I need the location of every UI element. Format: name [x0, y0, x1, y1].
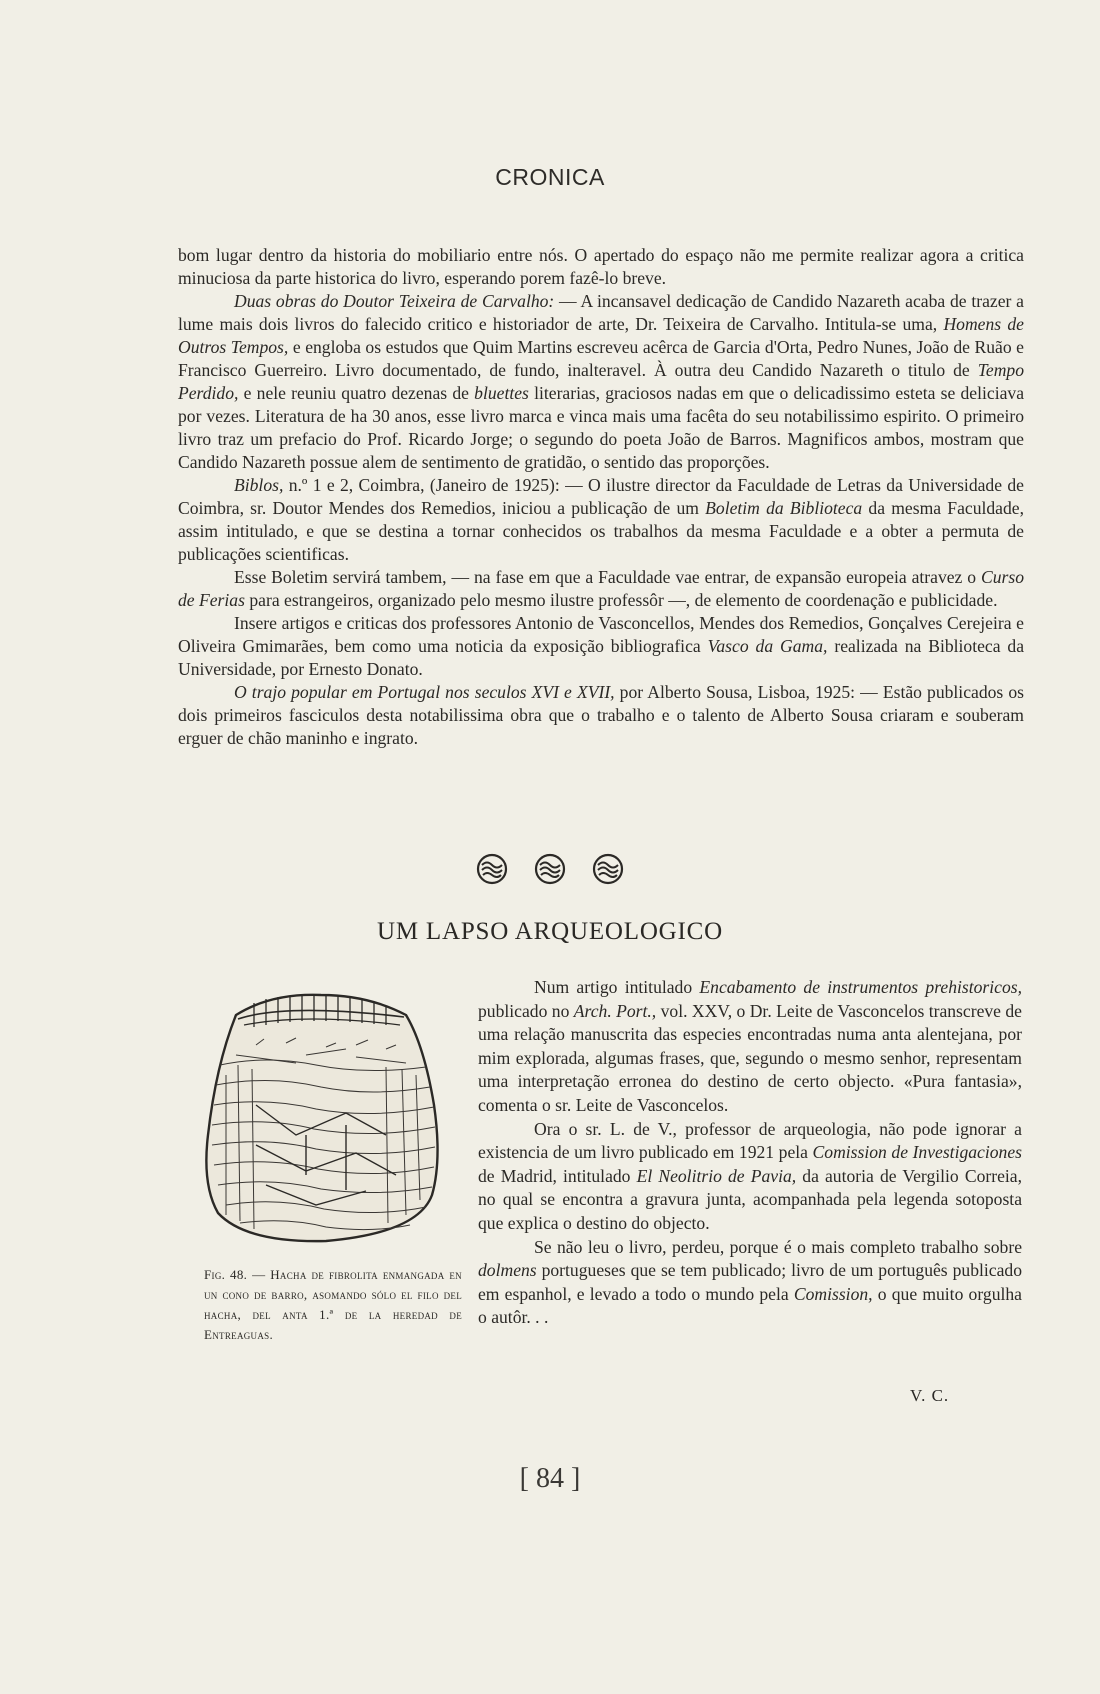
paragraph: O trajo popular em Portugal nos seculos XVI e XVII, por Alberto Sousa, Lisboa, 1925: — Estão publicados os dois primeiros fasciculos desta notabilissima obra que o trabalho e o talento de Alberto Sousa criaram e souberam erguer de chão maninho e ingrato. [178, 682, 1024, 748]
book-title: Homens de Outros Tempos, [178, 314, 1024, 357]
section-title: UM LAPSO ARQUEOLOGICO [377, 918, 723, 945]
engraving-image [196, 985, 456, 1247]
book-title: Biblos, [234, 475, 284, 495]
running-header: CRONICA [495, 164, 605, 190]
paragraph: Insere artigos e criticas dos professores Antonio de Vasconcellos, Mendes dos Remedios, Gonçalves Cerejeira e Oliveira Gmimarães, bem como uma noticia da exposição bibliografica Vasco da Gama, realizada na Biblioteca da Universidade, por Ernesto Donato. [178, 613, 1025, 679]
paragraph: Ora o sr. L. de V., professor de arqueologia, não pode ignorar a existencia de um livro publicado em 1921 pela Comission de Investigaciones de Madrid, intitulado El Neolitrio de Pavia, da autoria de Vergilio Correia, no qual se encontra a gravura junta, acompanhada pela legenda sotoposta que explica o destino do objecto. [478, 1118, 1022, 1233]
paragraph: Se não leu o livro, perdeu, porque é o mais completo trabalho sobre dolmens portugueses que se tem publicado; livro de um português publicado em espanhol, e levado a todo o mundo pela Comission, o que muito orgulha o autôr. . . [478, 1236, 1022, 1328]
chronicle-text [178, 244, 1024, 750]
book-title: Duas obras do Doutor Teixeira de Carvalho: [234, 291, 555, 311]
figure-caption: Fig. 48. — Hacha de fibrolita enmangada en un cono de barro, asomando sólo el filo del hacha, del anta 1.ª de la heredad de Entreaguas. [204, 1267, 462, 1342]
book-title: O trajo popular em Portugal nos seculos XVI e XVII, [234, 682, 615, 702]
article-text [478, 976, 1022, 1330]
axe-in-clay-cone-illustration [196, 985, 456, 1247]
paragraph: bom lugar dentro da historia do mobiliario entre nós. O apertado do espaço não me permite realizar agora a critica minuciosa da parte historica do livro, esperando porem fazê-lo breve. [178, 245, 1024, 288]
article-title: Encabamento de instrumentos prehistoricos, [699, 977, 1022, 997]
book-title: Boletim da Biblioteca [705, 498, 863, 518]
paragraph: Biblos, n.º 1 e 2, Coimbra, (Janeiro de 1925): — O ilustre director da Faculdade de Letras da Universidade de Coimbra, sr. Doutor Mendes dos Remedios, iniciou a publicação de um Boletim da Biblioteca da mesma Faculdade, assim intitulado, e que se destina a tornar conhecidos os trabalhos da mesma Faculdade e a obter a permuta de publicações scientificas. [178, 475, 1024, 564]
page-number: [ 84 ] [519, 1463, 581, 1494]
author-signature: V. C. [910, 1386, 950, 1405]
section-ornaments [0, 852, 1100, 891]
swirl-ornament-icon [591, 852, 625, 886]
paragraph: Num artigo intitulado Encabamento de instrumentos prehistoricos, publicado no Arch. Port., vol. XXV, o Dr. Leite de Vasconcelos transcreve de uma relação manuscrita das especies encontradas numa anta alentejana, por mim explorada, algumas frases, que, segundo o mesmo senhor, representam uma interpretação erronea do destino de certo objecto. «Pura fantasia», comenta o sr. Leite de Vasconcelos. [478, 977, 1022, 1115]
paragraph: Duas obras do Doutor Teixeira de Carvalho: — A incansavel dedicação de Candido Nazareth acaba de trazer a lume mais dois livros do falecido critico e historiador de arte, Dr. Teixeira de Carvalho. Intitula-se uma, Homens de Outros Tempos, e engloba os estudos que Quim Martins escreveu acêrca de Garcia d'Orta, Pedro Nunes, João de Ruão e Francisco Guerreiro. Livro documentado, de fundo, inalteravel. À outra deu Candido Nazareth o titulo de Tempo Perdido, e nele reuniu quatro dezenas de bluettes literarias, graciosos nadas em que o delicadissimo esteta se deliciava por vezes. Literatura de ha 30 anos, esse livro marca e vinca mais uma facêta do seu notabilissimo espirito. O primeiro livro traz um prefacio do Prof. Ricardo Jorge; o segundo do poeta João de Barros. Magnificos ambos, mostram que Candido Nazareth possue alem de sentimento de gratidão, o sentido das proporções. [178, 291, 1025, 472]
paragraph: Esse Boletim servirá tambem, — na fase em que a Faculdade vae entrar, de expansão europeia atravez o Curso de Ferias para estrangeiros, organizado pelo mesmo ilustre professôr —, de elemento de coordenação e publicidade. [178, 567, 1024, 610]
swirl-ornament-icon [533, 852, 567, 886]
book-title: El Neolitrio de Pavia, [636, 1165, 797, 1186]
book-title: Tempo Perdido, [178, 360, 1024, 403]
swirl-ornament-icon [475, 852, 509, 886]
